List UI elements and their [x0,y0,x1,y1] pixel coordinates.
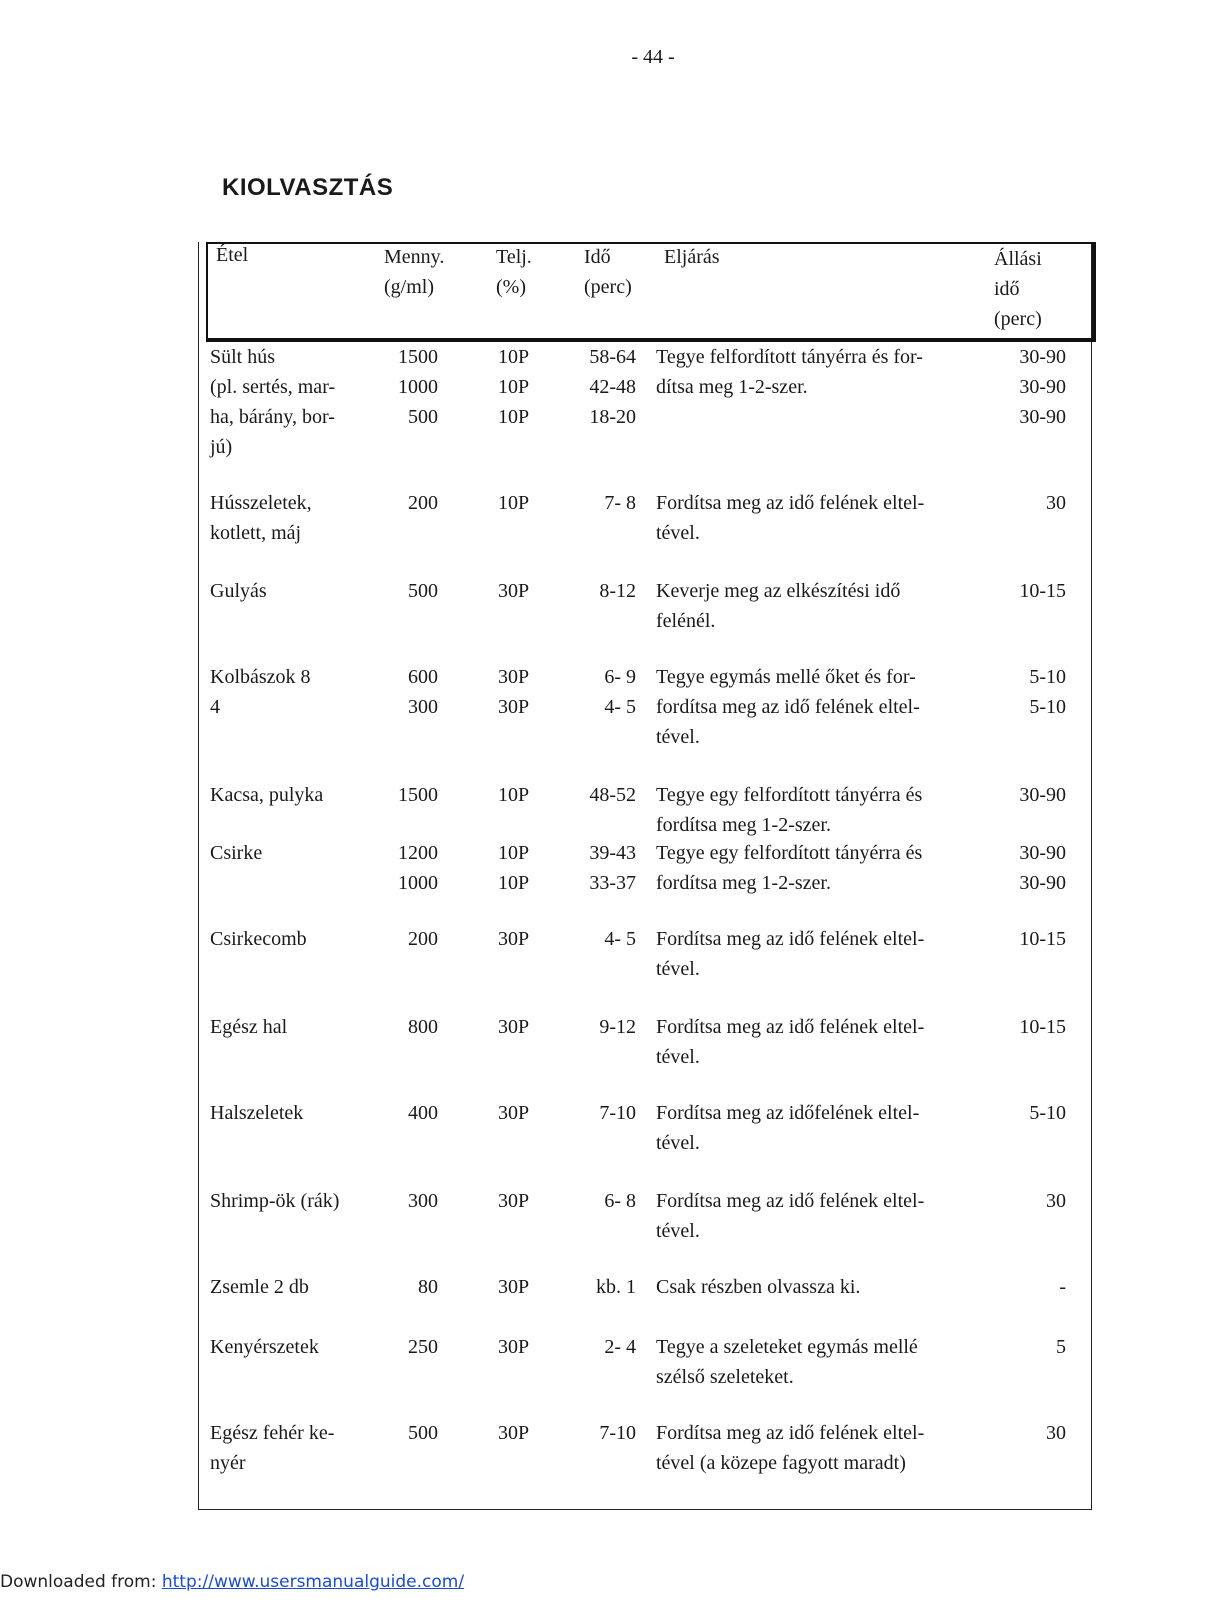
cell-quantity: 80 [418,1276,438,1298]
cell-power: 30P [498,1102,530,1124]
cell-time: 7-10 [599,1422,636,1444]
cell-time: 6- 9 4- 5 [604,666,636,718]
cell-time: 39-43 33-37 [589,842,636,894]
cell-time: 48-52 [589,784,636,806]
cell-procedure: Tegye egy felfordított tányérra és fordítsa meg 1-2-szer. [656,842,923,894]
cell-standing-time: 5-10 5-10 [1029,666,1066,718]
cell-procedure: Fordítsa meg az idő felének eltel- tével. [656,928,925,980]
cell-power: 30P [498,1422,530,1444]
cell-procedure: Fordítsa meg az idő felének eltel- tével. [656,492,925,544]
cell-food: Kacsa, pulyka [210,784,324,806]
cell-quantity: 400 [408,1102,438,1124]
footer-prefix: Downloaded from: [0,1572,162,1592]
cell-standing-time: 5 [1056,1336,1066,1358]
header-quantity: Menny. (g/ml) [384,246,445,298]
cell-procedure: Tegye egy felfordított tányérra és fordítsa meg 1-2-szer. [656,784,923,836]
cell-quantity: 1500 [398,784,438,806]
cell-standing-time: 30 [1046,1190,1066,1212]
cell-standing-time: 30 [1046,492,1066,514]
cell-procedure: Tegye felfordított tányérra és for- dítsa meg 1-2-szer. [656,346,923,398]
cell-quantity: 800 [408,1016,438,1038]
cell-power: 30P [498,1190,530,1212]
cell-procedure: Tegye a szeleteket egymás mellé szélső szeleteket. [656,1336,918,1388]
cell-food: Egész hal [210,1016,288,1038]
cell-procedure: Fordítsa meg az idő felének eltel- tével. [656,1190,925,1242]
cell-standing-time: 30 [1046,1422,1066,1444]
cell-time: 58-64 42-48 18-20 [589,346,636,428]
cell-food: Csirke [210,842,263,864]
cell-time: 4- 5 [604,928,636,950]
cell-power: 30P [498,1016,530,1038]
cell-power: 30P [498,1276,530,1298]
cell-time: kb. 1 [596,1276,636,1298]
page-number: - 44 - [631,46,675,68]
footer-link[interactable]: http://www.usersmanualguide.com/ [161,1572,465,1592]
cell-quantity: 500 [408,580,438,602]
cell-standing-time: 5-10 [1029,1102,1066,1124]
header-procedure: Eljárás [664,246,720,268]
cell-time: 2- 4 [604,1336,636,1358]
cell-food: Shrimp-ök (rák) [210,1190,340,1212]
cell-procedure: Fordítsa meg az idő felének eltel- tével (a közepe fagyott maradt) [656,1422,925,1474]
cell-power: 30P [498,1336,530,1358]
cell-standing-time: 10-15 [1019,928,1066,950]
cell-food: Egész fehér ke- nyér [210,1422,335,1474]
cell-quantity: 600 300 [408,666,438,718]
cell-power: 10P 10P [498,842,530,894]
cell-food: Zsemle 2 db [210,1276,309,1298]
footer-note [0,1572,464,1592]
cell-quantity: 200 [408,492,438,514]
cell-power: 10P [498,492,530,514]
cell-standing-time: 10-15 [1019,580,1066,602]
cell-food: Halszeletek [210,1102,304,1124]
cell-power: 30P [498,580,530,602]
cell-procedure: Fordítsa meg az időfelének eltel- tével. [656,1102,920,1154]
cell-food: Sült hús (pl. sertés, mar- ha, bárány, bor- jú) [210,346,336,458]
cell-time: 7-10 [599,1102,636,1124]
cell-time: 7- 8 [604,492,636,514]
cell-time: 6- 8 [604,1190,636,1212]
cell-power: 30P 30P [498,666,530,718]
cell-procedure: Tegye egymás mellé őket és for- fordítsa meg az idő felének eltel- tével. [656,666,920,748]
cell-standing-time: 30-90 [1019,784,1066,806]
cell-procedure: Keverje meg az elkészítési idő felénél. [656,580,901,632]
cell-time: 8-12 [599,580,636,602]
cell-quantity: 200 [408,928,438,950]
cell-procedure: Fordítsa meg az idő felének eltel- tével. [656,1016,925,1068]
header-standing-time: Állási idő (perc) [994,248,1042,330]
cell-quantity: 250 [408,1336,438,1358]
header-time: Idő (perc) [584,246,632,298]
cell-food: Gulyás [210,580,267,602]
cell-power: 10P [498,784,530,806]
cell-power: 30P [498,928,530,950]
cell-food: Hússzeletek, kotlett, máj [210,492,312,544]
cell-food: Csirkecomb [210,928,307,950]
header-food: Étel [216,244,249,266]
header-power: Telj. (%) [496,246,532,298]
cell-standing-time: - [1059,1276,1066,1298]
cell-food: Kolbászok 8 4 [210,666,311,718]
cell-quantity: 300 [408,1190,438,1212]
cell-power: 10P 10P 10P [498,346,530,428]
cell-food: Kenyérszetek [210,1336,319,1358]
cell-procedure: Csak részben olvassza ki. [656,1276,861,1298]
cell-quantity: 500 [408,1422,438,1444]
cell-time: 9-12 [599,1016,636,1038]
cell-standing-time: 30-90 30-90 [1019,842,1066,894]
cell-quantity: 1200 1000 [398,842,438,894]
cell-standing-time: 30-90 30-90 30-90 [1019,346,1066,428]
table-header [206,242,1096,342]
cell-standing-time: 10-15 [1019,1016,1066,1038]
section-title: KIOLVASZTÁS [222,174,394,201]
cell-quantity: 1500 1000 500 [398,346,438,428]
